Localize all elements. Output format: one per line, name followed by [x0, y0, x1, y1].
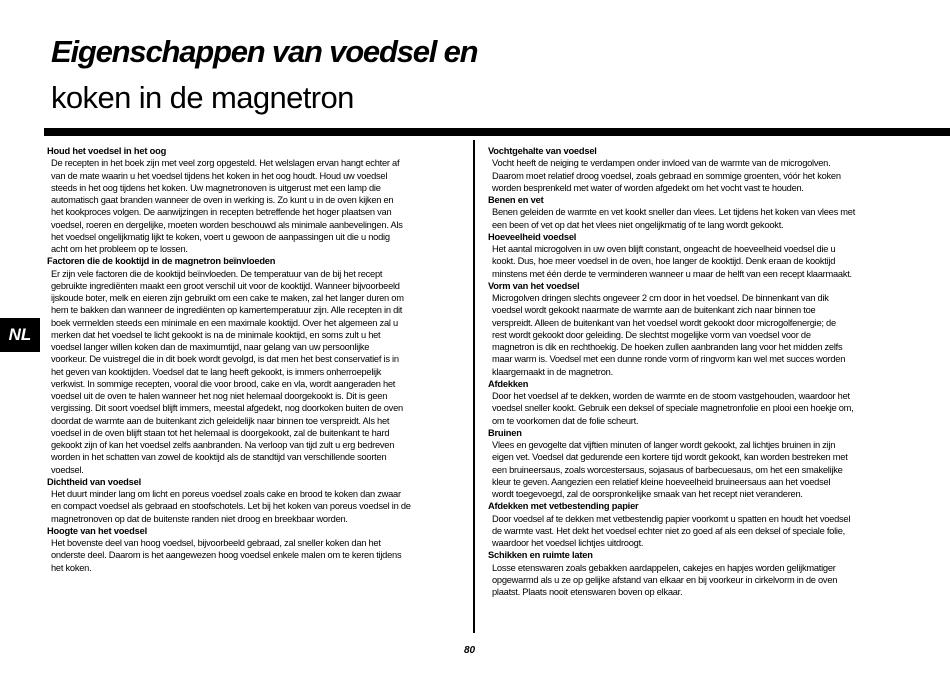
section-heading: Houd het voedsel in het oog: [47, 146, 167, 156]
section-heading: Hoeveelheid voedsel: [488, 231, 577, 242]
section-benen-en-vet: [488, 194, 908, 231]
title-rule: [44, 128, 950, 136]
section-heading: Factoren die de kooktijd in de magnetron beïnvloeden: [47, 256, 276, 267]
section-text: Het aantal microgolven in uw oven blijft constant, ongeacht de hoeveelheid voedsel die u kookt. Dus, hoe meer voedsel in de oven, hoe langer de kooktijd. Denk eraan de kooktijd minstens met één derde te verminderen wanneer u maar de helft van een recept klaarmaakt.: [492, 244, 852, 279]
section-heading: Afdekken: [488, 378, 529, 389]
section-text: Door voedsel af te dekken met vetbestendig papier voorkomt u spatten en houdt het voedsel de warmte vast. Het dekt het voedsel echter niet zo goed af als een deksel of speciale folie, waardoor het voedsel lichtjes uitdroogt.: [492, 513, 851, 548]
section-heading: Bruinen: [488, 427, 522, 438]
section-heading: Vorm van het voedsel: [488, 280, 580, 291]
language-tab: NL: [0, 318, 40, 352]
section-dichtheid: [47, 476, 467, 525]
section-heading: Hoogte van het voedsel: [47, 525, 147, 536]
section-heading: Schikken en ruimte laten: [488, 550, 593, 561]
section-text: Vocht heeft de neiging te verdampen onder invloed van de warmte van de microgolven. Daarom moet relatief droog voedsel, zoals gebraad en sommige groenten, vóór het koken worden besprenkeld met water of worden afgedekt om het vocht vast te houden.: [492, 158, 841, 193]
section-vorm: [488, 280, 908, 378]
section-schikken: [488, 549, 908, 598]
section-text: Het duurt minder lang om licht en poreus voedsel zoals cake en brood te koken dan zwaar en compact voedsel als gebraad en stoofschotels. Let bij het koken van poreus voedsel in de magnetronoven op dat de buitenste randen niet droog en breekbaar worden.: [51, 489, 411, 524]
column-divider: [473, 140, 475, 633]
section-afdekken: [488, 378, 908, 427]
section-hoeveelheid: [488, 231, 908, 280]
section-text: Vlees en gevogelte dat vijftien minuten of langer wordt gekookt, zal lichtjes bruinen in zijn eigen vet. Voedsel dat gedurende een kortere tijd wordt gekookt, kan worden bestreken met een bruineersaus, zoals worcestersaus, sojasaus of barbecuesaus, om het een smakelijke kleur te geven. Aangezien een relatief kleine hoeveelheid bruineersaus aan het voedsel wordt toegevoegd, zal de oorspronkelijke smaak van het recept niet veranderen.: [492, 440, 848, 499]
page-title-line-2: koken in de magnetron: [51, 80, 354, 115]
page-number: 80: [464, 645, 476, 656]
section-heading: Dichtheid van voedsel: [47, 476, 141, 487]
section-heading: Afdekken met vetbestending papier: [488, 501, 639, 512]
section-vochtgehalte: [488, 145, 908, 194]
section-text: Door het voedsel af te dekken, worden de warmte en de stoom vastgehouden, waardoor het voedsel sneller kookt. Gebruik een deksel of speciale magnetronfolie en plooi een hoekje om, om te voorkomen dat de folie scheurt.: [492, 391, 854, 426]
section-heading: Benen en vet: [488, 195, 544, 205]
section-heading: Vochtgehalte van voedsel: [488, 146, 597, 156]
left-column: [47, 145, 467, 574]
section-text: Het bovenste deel van hoog voedsel, bijvoorbeeld gebraad, zal sneller koken dan het onderste deel. Daarom is het aangewezen hoog voedsel enkele malen om te keren tijdens het koken.: [51, 538, 402, 573]
section-text: Benen geleiden de warmte en vet kookt sneller dan vlees. Let tijdens het koken van vlees met een been of vet op dat het vlees niet ongelijkmatig of te lang wordt gekookt.: [492, 207, 856, 230]
section-text: Microgolven dringen slechts ongeveer 2 cm door in het voedsel. De binnenkant van dik voedsel wordt gekookt naarmate de warmte aan de buitenkant zich naar binnen toe verspreidt. Alleen de buitenkant van het voedsel wordt gekookt door microgolfenergie; de rest wordt gekookt door geleiding. De slechtst mogelijke vorm van voedsel voor de magnetron is dik en rechthoekig. De hoeken zullen aanbranden lang voor het midden zelfs maar warm is. Voedsel met een dunne ronde vorm of ringvorm kan wel met succes worden klaargemaakt in de magnetron.: [492, 293, 846, 377]
page-title-line-1: Eigenschappen van voedsel en: [51, 34, 478, 69]
section-factoren-kooktijd: [47, 255, 467, 476]
section-text: De recepten in het boek zijn met veel zorg opgesteld. Het welslagen ervan hangt echter af van de mate waarin u het voedsel tijdens het koken in het oog houdt. Houd uw voedsel steeds in het oog tijdens het koken. Uw magnetronoven is uitgerust met een lamp die automatisch gaat branden wanneer de oven in werking is. Zo kunt u in de oven kijken en het kookproces volgen. De aanwijzingen in recepten betreffende het hoger plaatsen van voedsel, roeren en dergelijke, moeten worden beschouwd als minimale aanbevelingen. Als het voedsel ongelijkmatig lijkt te koken, voert u gewoon de aanpassingen uit die u nodig acht om het probleem op te lossen.: [51, 158, 403, 254]
right-column: [488, 145, 908, 598]
section-houd-het-voedsel-in-het-oog: [47, 145, 467, 255]
section-text: Er zijn vele factoren die de kooktijd beïnvloeden. De temperatuur van de bij het recept gebruikte ingrediënten maakt een groot verschil uit voor de kooktijd. Wanneer bijvoorbeeld ijskoude boter, melk en eieren zijn gebruikt om een cake te maken, zal het langer duren om hem te bakken dan wanneer de ingrediënten op kamertemperatuur zijn. Alle recepten in dit boek vermelden steeds een minimale en een maximale kooktijd. Over het algemeen zal u merken dat het voedsel te licht gekookt is na de minimale kooktijd, en soms zult u het voedsel langer willen koken dan de maximumtijd, naar gelang van uw persoonlijke voorkeur. De vuistregel die in dit boek wordt gevolgd, is dat men het best conservatief is in het geven van kooktijden. Voedsel dat te lang heeft gekookt, is immers onherroepelijk verkwist. In sommige recepten, vooral die voor brood, cake en vla, wordt aangeraden het voedsel uit de oven te halen wanneer het nog niet helemaal doorgekookt is. Dit is geen vergissing. Dit soort voedsel blijft immers, meestal afgedekt, nog doorkoken buiten de oven doordat de warmte aan de buitenkant zich geleidelijk naar binnen toe verspreidt. Als het voedsel in de oven blijft staan tot het helemaal is doorgekookt, zal de buitenkant te hard gekookt zijn of kan het voedsel zelfs aanbranden. Na verloop van tijd zult u erg bedreven worden in het schatten van zowel de kooktijd als de standtijd van verschillende soorten voedsel.: [51, 268, 404, 475]
section-vetbestendig-papier: [488, 500, 908, 549]
section-hoogte: [47, 525, 467, 574]
section-bruinen: [488, 427, 908, 501]
section-text: Losse etenswaren zoals gebakken aardappelen, cakejes en hapjes worden gelijkmatiger opgewarmd als u ze op gelijke afstand van elkaar en bij voorkeur in cirkelvorm in de oven plaatst. Plaats nooit etenswaren boven op elkaar.: [492, 562, 838, 597]
